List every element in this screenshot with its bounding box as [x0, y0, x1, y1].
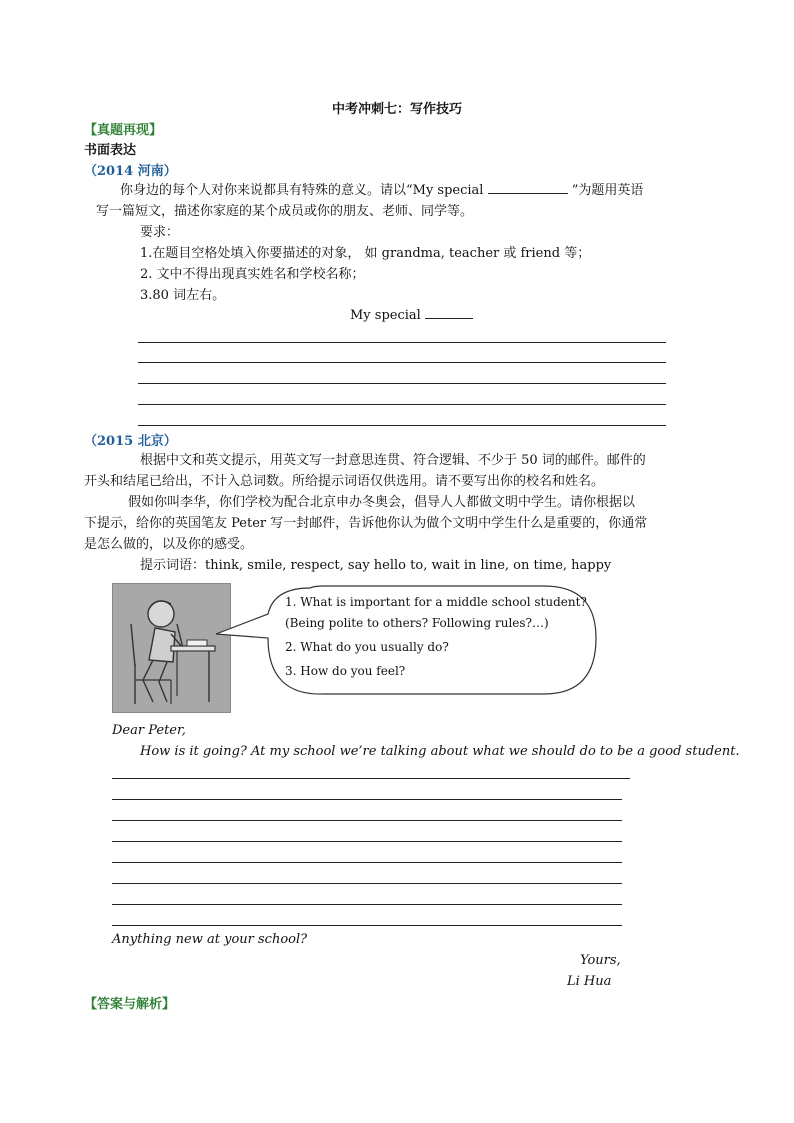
letter-writing-line: [112, 820, 622, 821]
q1-writing-line: [138, 404, 666, 405]
q2-paragraph2-line1: 假如你叫李华，你们学校为配合北京申办冬奥会，倡导人人都做文明中学生。请你根据以: [128, 495, 636, 510]
letter-signature: Li Hua: [567, 974, 612, 989]
q1-heading-blank: [425, 306, 473, 319]
q1-prompt-line2: 写一篇短文，描述你家庭的某个成员或你的朋友、老师、同学等。: [96, 204, 474, 219]
letter-writing-line: [112, 778, 630, 779]
q1-writing-line: [138, 342, 666, 343]
page-title: 中考冲刺七：写作技巧: [331, 102, 462, 117]
letter-closing: Anything new at your school?: [112, 932, 308, 947]
q1-title-blank: [488, 181, 568, 194]
letter-writing-line: [112, 862, 622, 863]
q1-requirements-heading: 要求：: [140, 225, 180, 240]
written-expression-heading: 书面表达: [84, 143, 137, 158]
q2-paragraph2-line3: 是怎么做的，以及你的感受。: [84, 537, 254, 552]
section-real-exam: 【真题再现】: [84, 123, 163, 138]
letter-salutation: Dear Peter,: [112, 723, 186, 738]
q1-writing-line: [138, 383, 666, 384]
student-drawing: [113, 584, 230, 712]
letter-writing-line: [112, 841, 622, 842]
q1-essay-heading: [350, 305, 473, 326]
letter-signoff: Yours,: [580, 953, 621, 968]
q1-essay-heading-text: My special: [350, 308, 421, 323]
letter-opening: How is it going? At my school we’re talking about what we should do to be a good student.: [140, 744, 740, 759]
section-answer: 【答案与解析】: [84, 997, 176, 1012]
bubble-question-1: 1. What is important for a middle school student?: [285, 595, 587, 609]
bubble-question-1-hint: (Being polite to others? Following rules?…): [285, 616, 549, 630]
bubble-question-2: 2. What do you usually do?: [285, 640, 449, 654]
q1-prompt-line1-a: 你身边的每个人对你来说都具有特殊的意义。请以“My special: [120, 183, 484, 198]
q1-requirement-1: 1.在题目空格处填入你要描述的对象， 如 grandma, teacher 或 friend 等；: [140, 246, 591, 261]
q2-hint-words: 提示词语：think, smile, respect, say hello to, wait in line, on time, happy: [140, 558, 612, 573]
q1-prompt-line1: [120, 180, 643, 201]
q2-paragraph1-line1: 根据中文和英文提示，用英文写一封意思连贯、符合逻辑、不少于 50 词的邮件。邮件的: [140, 453, 646, 468]
letter-writing-line: [112, 799, 622, 800]
q1-writing-line: [138, 425, 666, 426]
letter-writing-line: [112, 925, 622, 926]
q1-requirement-3: 3.80 词左右。: [140, 288, 226, 303]
q1-writing-line: [138, 362, 666, 363]
q1-prompt-line1-b: ”为题用英语: [571, 183, 644, 198]
q2-paragraph2-line2: 下提示，给你的英国笔友 Peter 写一封邮件，告诉他你认为做个文明中学生什么是重要的，你通常: [84, 516, 648, 531]
q2-tag: （2015 北京）: [84, 434, 177, 449]
letter-writing-line: [112, 904, 622, 905]
letter-writing-line: [112, 883, 622, 884]
q2-paragraph1-line2: 开头和结尾已给出，不计入总词数。所给提示词语仅供选用。请不要写出你的校名和姓名。: [84, 474, 605, 489]
q1-requirement-2: 2. 文中不得出现真实姓名和学校名称；: [140, 267, 365, 282]
q1-tag: （2014 河南）: [84, 164, 177, 179]
bubble-question-3: 3. How do you feel?: [285, 664, 406, 678]
